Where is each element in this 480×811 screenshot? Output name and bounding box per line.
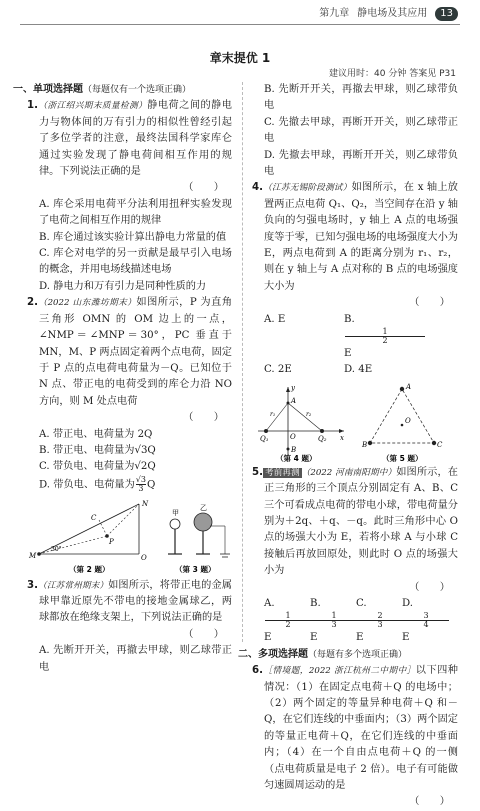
q6-source: ［情境题，2022 浙江杭州二中期中］ [262, 666, 416, 677]
q2-option-d: D. 带负电、电荷量为 $\frac{√3}{3}$ Q [39, 474, 156, 493]
svg-text:30°: 30° [51, 545, 62, 553]
q4-text: 如图所示，在 x 轴上放置两正点电荷 Q₁、Q₂，当空间存在沿 y 轴负向的匀强电场时，y 轴上 A 点的电场强度等于零，已知匀强电场的电场强度大小为 E，两点电荷到 A 的距离分别为 r₁、r₂，则在 y 轴上与 A 点对称的 B 点的电场强度大小为 [264, 182, 458, 292]
figures-4-5 [252, 381, 458, 463]
fig4-caption: （第 4 题） [276, 453, 317, 463]
fig3-spheres-diagram [168, 504, 230, 557]
q2-answer-paren: （ ） [183, 412, 224, 424]
chapter-label: 第九章 [319, 8, 350, 19]
question-3 [27, 578, 232, 676]
question-1 [27, 98, 232, 295]
svg-text:r₂: r₂ [306, 410, 312, 418]
suggested-time: 建议用时：40 分钟 [329, 69, 407, 79]
svg-text:O: O [141, 553, 147, 562]
svg-text:A: A [291, 396, 297, 405]
svg-text:Q₁: Q₁ [260, 434, 269, 443]
time-meta [329, 66, 456, 82]
q3-source: （江苏常州期末） [37, 580, 109, 591]
q1-option-d: D. 静电力和万有引力是同种性质的力 [39, 280, 207, 292]
fig2-caption: （第 2 题） [69, 564, 110, 574]
svg-text:B: B [362, 440, 368, 449]
answer-ref: 答案见 P31 [409, 69, 456, 79]
q2-text: 如图所示，P 为直角三角形 OMN 的 OM 边上的一点，∠NMP＝∠MNP＝30°，PC 垂直于 MN，M、P 两点固定着两个点电荷，固定于 P 点的点电荷电荷量为－Q。已知位于 N 点、带正电的电荷受到的库仑力沿 NO 方向，则 M 处点电荷 [39, 297, 233, 407]
q4-answer-paren: （ ） [409, 297, 450, 309]
q5-option-d: D. $\frac{3}{4}$ E [402, 596, 448, 647]
q5-option-c: C. $\frac{2}{3}$ E [356, 596, 402, 647]
q5-option-b: B. $\frac{1}{3}$ E [310, 596, 356, 647]
svg-text:A: A [406, 382, 412, 391]
q2-option-d-fraction: $\frac{√3}{3}$ [135, 474, 146, 493]
svg-text:M: M [29, 551, 37, 560]
question-4 [252, 180, 458, 378]
q2-option-b: B. 带正电、电荷量为√3Q [39, 444, 156, 456]
q4-source: （江苏无锡阶段测试） [262, 183, 352, 194]
fig4-axis-diagram [258, 384, 344, 455]
q4-option-b: B. $\frac{1}{2}$ E [344, 312, 424, 363]
svg-text:C: C [437, 440, 443, 449]
svg-text:y: y [291, 383, 295, 392]
q5-tag: 考前再测 [264, 467, 300, 478]
q2-source: （2022 山东潍坊期末） [37, 298, 137, 309]
header-rule [20, 24, 460, 25]
svg-text:x: x [340, 433, 344, 442]
figures-2-3 [27, 496, 232, 576]
q2-option-a: A. 带正电、电荷量为 2Q [39, 428, 153, 440]
q4-option-d: D. 4E [344, 364, 373, 376]
q1-answer-paren: （ ） [183, 182, 224, 194]
q2-number: 2. [27, 297, 38, 309]
svg-text:C: C [91, 513, 97, 522]
svg-text:O: O [290, 432, 296, 441]
q1-option-b: B. 库仑通过该实验计算出静电力常量的值 [39, 231, 227, 243]
q5-answer-paren: （ ） [409, 581, 450, 593]
svg-text:N: N [142, 499, 149, 508]
q3-answer-paren: （ ） [183, 628, 224, 640]
chapter-title: 静电场及其应用 [357, 8, 428, 19]
q3-number: 3. [27, 579, 38, 591]
svg-text:r₁: r₁ [270, 410, 276, 418]
fig2-triangle-diagram [28, 500, 149, 562]
q4-number: 4. [252, 182, 263, 194]
q1-option-c: C. 库仑对电学的另一贡献是最早引入电场的概念，并用电场线描述电场 [39, 248, 232, 276]
q6-answer-paren: （ ） [409, 796, 450, 808]
q1-number: 1. [27, 100, 38, 112]
q6-text: 以下四种情况：（1）在固定点电荷＋Q 的电场中；（2）两个固定的等量异种电荷＋Q 和－Q，在它们连线的中垂面内；（3）两个固定的等量正电荷＋Q，在它们连线的中垂面内；（4）在一个自由点电荷＋Q 的一侧（点电荷质量是电子 2 倍）。电子有可能做匀速圆周运动的是 [264, 665, 458, 792]
question-6 [252, 663, 458, 811]
q4-option-c: C. 2E [264, 364, 292, 376]
svg-text:甲: 甲 [172, 508, 179, 517]
svg-text:Q₂: Q₂ [318, 434, 327, 443]
q3-option-c: C. 先撤去甲球，再断开开关，则乙球带正电 [264, 116, 458, 145]
q1-source: （浙江绍兴期末质量检测） [37, 101, 148, 112]
section-1-title: 一、单项选择题（每题仅有一个选项正确） [13, 84, 192, 95]
q4-option-a: A. E [264, 313, 286, 325]
q3-text: 如图所示，将带正电的金属球甲靠近原先不带电的接地金属球乙，两球都放在绝缘支架上，下列说法正确的是 [39, 579, 232, 624]
q3-option-b: B. 先断开开关，再撤去甲球，则乙球带负电 [264, 84, 458, 112]
q3-option-a: A. 先断开开关，再撤去甲球，则乙球带正电 [39, 645, 232, 673]
page-number: 13 [435, 7, 458, 21]
page-title: 章末提优 1 [209, 51, 271, 65]
left-column [13, 82, 233, 676]
q5-number: 5. [252, 466, 263, 478]
fig5-triangle-diagram [361, 383, 443, 449]
question-5 [252, 465, 458, 647]
q5-text: 如图所示，在正三角形的三个顶点分别固定有 A、B、C 三个可看成点电荷的带电小球，带电荷量分别为＋2q、＋q、－q。此时三角形中心 O 点的场强大小为 E，若将小球 A 与小球 C 接触后再放回原处，则此时 O 点的场强大小为 [264, 466, 458, 577]
q6-number: 6. [252, 665, 263, 677]
fig5-caption: （第 5 题） [382, 453, 423, 463]
section-2-title: 二、多项选择题（每题有多个选项正确） [238, 648, 408, 660]
question-2 [27, 295, 232, 493]
svg-text:O: O [405, 416, 411, 425]
fig3-caption: （第 3 题） [175, 564, 216, 574]
svg-text:B: B [291, 445, 297, 454]
column-divider [242, 82, 243, 642]
svg-text:乙: 乙 [200, 503, 207, 512]
page-header [319, 6, 458, 22]
q3-option-d: D. 先撤去甲球，再断开开关，则乙球带负电 [264, 149, 458, 178]
q1-text: 静电荷之间的静电力与物体间的万有引力的相似性曾经引起了多位学者的注意，最终法国科学家库仑通过实验发现了静电荷间相互作用的规律。下列说法正确的是 [39, 100, 232, 178]
svg-text:P: P [109, 537, 114, 546]
q5-source: （2022 河南南阳期中） [301, 467, 397, 478]
q1-option-a: A. 库仑采用电荷平分法利用扭秤实验发现了电荷之间相互作用的规律 [39, 198, 232, 227]
q5-option-a: A. $\frac{1}{2}$ E [264, 596, 310, 647]
right-column [238, 82, 458, 811]
q2-option-c: C. 带负电、电荷量为√2Q [39, 461, 156, 473]
